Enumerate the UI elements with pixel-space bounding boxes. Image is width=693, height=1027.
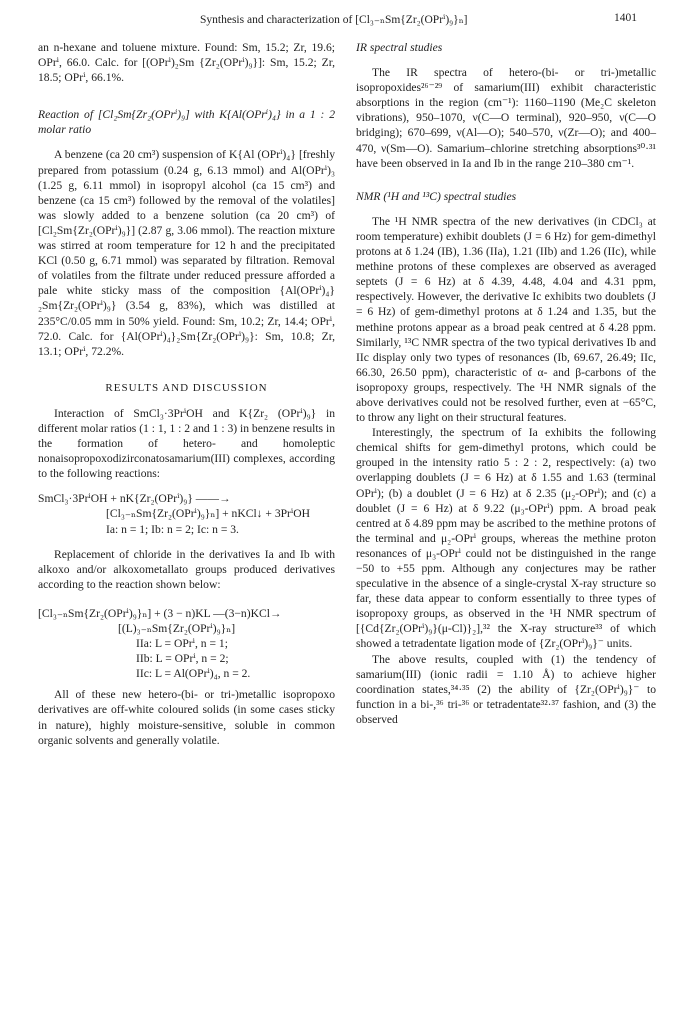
left-column bbox=[38, 40, 335, 748]
results-heading: RESULTS AND DISCUSSION bbox=[105, 381, 268, 394]
equation-2-label-c: IIc: L = Al(OPrⁱ)₄, n = 2. bbox=[136, 667, 251, 681]
equation-1-labels: Ia: n = 1; Ib: n = 2; Ic: n = 3. bbox=[106, 522, 239, 536]
equation-2-line-1: [Cl₃₋ₙSm{Zr₂(OPrⁱ)₉}ₙ] + (3 − n)KL —(3−n)KCl→ bbox=[38, 606, 282, 620]
reaction-paragraph: A benzene (ca 20 cm³) suspension of K{Al (OPrⁱ)₄} [freshly prepared from potassium (0.24 g, 6.13 mmol) and Al(OPrⁱ)₃ (1.25 g, 6.11 mmol) in isopropyl alcohol (ca 15 cm³) and benzene (ca 15 cm³) followed by the removal of the volatiles] was slowly added to a benzene solution (ca 20 cm³) of [Cl₂Sm{Zr₂(OPrⁱ)₉}] (2.87 g, 3.06 mmol). The reaction mixture was stirred at room temperature for 12 h and the precipitated KCl (0.50 g, 6.71 mmol) was separated by filtration. Removal of volatiles from the filtrate under reduced pressure afforded a pale white sticky mass of the composition {Al(OPrⁱ)₄}₂Sm{Zr₂(OPrⁱ)₉} (3.54 g, 83%), which was distilled at 235°C/0.05 mm in 50% yield. Found: Sm, 10.2; Zr, 14.4; OPrⁱ, 72.0. Calc. for {Al(OPrⁱ)₄}₂Sm{Zr₂(OPrⁱ)₉}: Sm, 10.8; Zr, 13.1; OPrⁱ, 72.2%. bbox=[38, 148, 335, 358]
running-title: Synthesis and characterization of [Cl₃₋ₙSm{Zr₂(OPrⁱ)₉}ₙ] bbox=[200, 14, 468, 26]
equation-1-line-2: [Cl₃₋ₙSm{Zr₂(OPrⁱ)₉}ₙ] + nKCl↓ + 3PrⁱOH bbox=[106, 507, 311, 521]
equation-1-line-1: SmCl₃·3PrⁱOH + nK{Zr₂(OPrⁱ)₉} ——→ bbox=[38, 492, 231, 506]
equation-2-label-a: IIa: L = OPrⁱ, n = 1; bbox=[136, 637, 228, 651]
equation-2-label-b: IIb: L = OPrⁱ, n = 2; bbox=[136, 652, 229, 666]
ir-paragraph: The IR spectra of hetero-(bi- or tri-)metallic isopropoxides²⁶⁻²⁹ of samarium(III) exhibit characteristic absorptions in the region (cm⁻¹): 1160–1190 (Me₂C skeleton vibrations), 950–1070, ν(C—O terminal), 920–950, ν(C—O bridging); 670–699, ν(Al—O); 540–570, ν(Zr—O); and 400–470, ν(Sm—O). Samarium–chlorine stretching absorptions³⁰·³¹ have been observed in Ia and Ib in the range 210–380 cm⁻¹. bbox=[356, 66, 656, 170]
replacement-paragraph: Replacement of chloride in the derivatives Ia and Ib with alkoxo and/or alkoxometallato groups produced derivatives according to the reaction shown below: bbox=[38, 547, 335, 591]
ir-heading: IR spectral studies bbox=[356, 41, 443, 54]
interest-paragraph: Interestingly, the spectrum of Ia exhibits the following chemical shifts for gem-dimethyl protons, which could be grouped in the intensity ratio 5 : 2 : 2, respectively: (a) two overlapping doublets (J = 6 Hz) at δ 1.55 and 1.63 (terminal OPrⁱ); (b) a doublet (J = 6 Hz) at δ 2.35 (μ₂-OPrⁱ); and (c) a doublet (J = 6 Hz) at δ 9.22 (μ₃-OPrⁱ) ppm. A broad peak centred at δ 4.89 ppm may be ascribed to the methine protons of the terminal and μ₂-OPrⁱ groups, whereas the methine proton resonances of μ₃-OPrⁱ could not be distinguished in the range −50 to +55 ppm. Although any conjectures may be rather speculative in the absence of a single-crystal X-ray structure so far, these data appear to conform essentially to three types of isopropoxy groups, as observed in the ¹H NMR spectrum of [{Cd{Zr₂(OPrⁱ)₉}(μ-Cl)}₂],³² the X-ray structure³³ of which showed a tetradentate ligation mode of {Zr₂(OPrⁱ)₉}⁻ units. bbox=[356, 426, 656, 651]
results-paragraph: Interaction of SmCl₃·3PrⁱOH and K{Zr₂ (OPrⁱ)₉} in different molar ratios (1 : 1, 1 : 2 and 1 : 3) in benzene results in the formation of hetero- and homoleptic nonaisopropoxodizirconatosamarium(III) complexes, according to the following reactions: bbox=[38, 406, 335, 481]
page-number: 1401 bbox=[614, 12, 637, 24]
above-results-paragraph: The above results, coupled with (1) the tendency of samarium(III) (ionic radii = 1.10 Å) to achieve higher coordination states,³⁴·³⁵ (2) the ability of {Zr₂(OPrⁱ)₉}⁻ to function in a bi-,³⁶ tri-³⁶ or tetradentate³²·³⁷ fashion, and (3) the observed bbox=[356, 652, 656, 726]
intro-paragraph: an n-hexane and toluene mixture. Found: Sm, 15.2; Zr, 19.6; OPrⁱ, 66.0. Calc. for [(OPrⁱ)₂Sm {Zr₂(OPrⁱ)₉}]: Sm, 15.2; Zr, 18.5; OPrⁱ, 66.1%. bbox=[38, 41, 335, 85]
right-column bbox=[356, 40, 656, 727]
reaction-heading: Reaction of [Cl₂Sm{Zr₂(OPrⁱ)₉] with K{Al(OPrⁱ)₄} in a 1 : 2 molar ratio bbox=[38, 108, 335, 137]
equation-2-line-2: [(L)₃₋ₙSm{Zr₂(OPrⁱ)₉}ₙ] bbox=[118, 622, 236, 635]
nmr-heading: NMR (¹H and ¹³C) spectral studies bbox=[356, 189, 517, 203]
final-paragraph: All of these new hetero-(bi- or tri-)metallic isopropoxo derivatives are off-white coloured solids (in some cases sticky in nature), highly moisture-sensitive, soluble in common organic solvents and generally volatile. bbox=[38, 688, 335, 747]
nmr-paragraph: The ¹H NMR spectra of the new derivatives (in CDCl₃ at room temperature) exhibit doublets (J = 6 Hz) for gem-dimethyl protons at δ 1.24 (IB), 1.36 (IIa), 1.21 (IIb) and 1.26 (IIc), while methine protons of these complexes are observed as averaged septets (J = 6 Hz) at δ 4.39, 4.48, 4.04 and 4.31 ppm, respectively. However, the derivative Ic exhibits two doublets (J = 6 Hz) of gem-dimethyl protons at δ 1.24 and 1.35, but the methine protons appear as a broad peak centred at δ 4.28 ppm. Similarly, ¹³C NMR spectra of the two typical derivatives Ib and IIc display only two types of resonances (Ib, 69.67, 26.49; IIc, 66.30, 26.50 ppm), characteristic of α- and β-carbons of the isopropoxy groups, respectively. The ¹H NMR signals of the above derivatives could not be resolved further, even at −65°C, to throw any light on their structural features. bbox=[356, 214, 656, 425]
running-header bbox=[0, 8, 693, 28]
